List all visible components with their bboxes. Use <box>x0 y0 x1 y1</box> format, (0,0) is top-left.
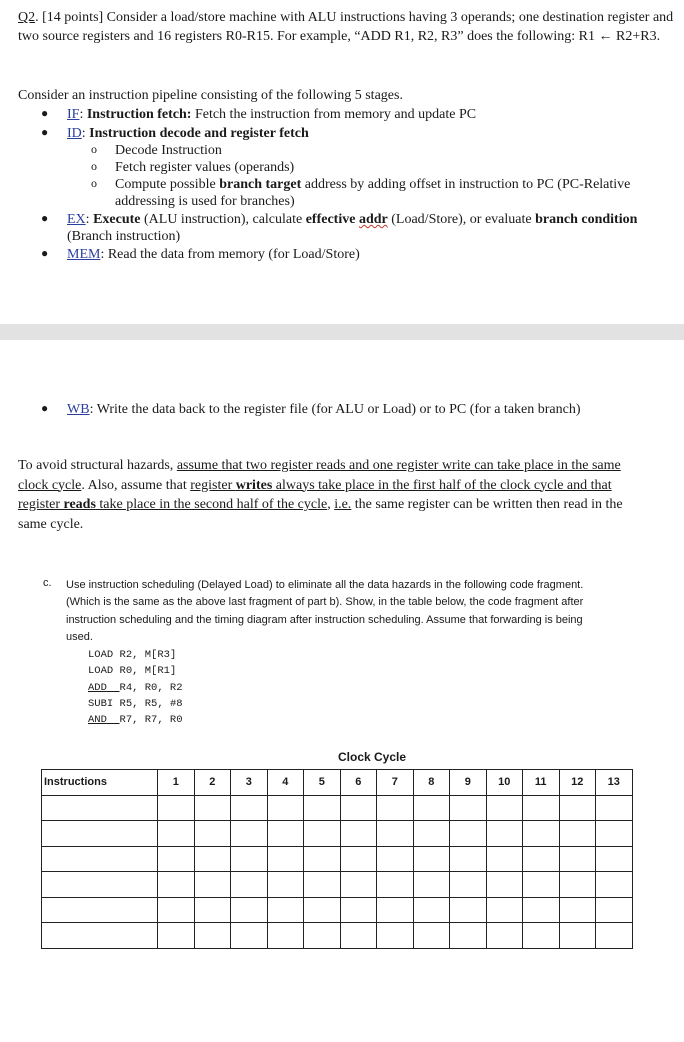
instruction-cell[interactable] <box>42 923 158 949</box>
cycle-cell[interactable] <box>596 821 633 847</box>
cycle-cell[interactable] <box>450 872 487 898</box>
bullet-icon: ● <box>41 211 49 225</box>
table-row <box>42 923 633 949</box>
cycle-cell[interactable] <box>596 846 633 872</box>
cycle-header: 8 <box>413 770 450 796</box>
cycle-cell[interactable] <box>267 872 304 898</box>
table-caption: Clock Cycle <box>338 750 407 764</box>
bullet-icon: ● <box>41 125 49 139</box>
cycle-cell[interactable] <box>304 923 341 949</box>
cycle-cell[interactable] <box>340 821 377 847</box>
sub-bullet-icon: o <box>91 176 97 190</box>
cycle-cell[interactable] <box>340 846 377 872</box>
table-row <box>42 821 633 847</box>
cycle-cell[interactable] <box>559 846 596 872</box>
cycle-cell[interactable] <box>304 821 341 847</box>
cycle-cell[interactable] <box>559 923 596 949</box>
part-c-label: c. <box>43 577 52 589</box>
cycle-cell[interactable] <box>267 923 304 949</box>
cycle-cell[interactable] <box>450 795 487 821</box>
cycle-header: 12 <box>559 770 596 796</box>
cycle-cell[interactable] <box>523 897 560 923</box>
question-number: Q2 <box>18 10 36 25</box>
cycle-cell[interactable] <box>486 821 523 847</box>
cycle-cell[interactable] <box>340 897 377 923</box>
cycle-cell[interactable] <box>486 846 523 872</box>
table-header-row <box>42 770 633 796</box>
bullet-icon: ● <box>41 401 49 415</box>
cycle-cell[interactable] <box>559 821 596 847</box>
cycle-cell[interactable] <box>486 795 523 821</box>
part-c-text: Use instruction scheduling (Delayed Load) to eliminate all the data hazards in the following code fragment. (Which is the same as the above last fragment of part b). Show, in the table below, the code fragment after instruction scheduling and the timing diagram after instruction scheduling. Assume that forwarding is being used. <box>66 579 584 643</box>
cycle-cell[interactable] <box>194 923 231 949</box>
id-sub-2: Fetch register values (operands) <box>115 160 295 175</box>
stage-id-tag: ID <box>67 126 82 141</box>
cycle-cell[interactable] <box>231 795 268 821</box>
cycle-header: 3 <box>231 770 268 796</box>
cycle-cell[interactable] <box>486 897 523 923</box>
sub-bullet-icon: o <box>91 159 97 173</box>
timing-table <box>41 769 633 949</box>
cycle-cell[interactable] <box>523 872 560 898</box>
cycle-header: 9 <box>450 770 487 796</box>
cycle-header: 6 <box>340 770 377 796</box>
pipeline-intro: Consider an instruction pipeline consisting of the following 5 stages. <box>18 88 403 103</box>
cycle-cell[interactable] <box>486 872 523 898</box>
cycle-cell[interactable] <box>231 846 268 872</box>
cycle-cell[interactable] <box>231 821 268 847</box>
cycle-cell[interactable] <box>596 923 633 949</box>
cycle-cell[interactable] <box>596 897 633 923</box>
cycle-cell[interactable] <box>340 872 377 898</box>
cycle-cell[interactable] <box>523 923 560 949</box>
cycle-header: 2 <box>194 770 231 796</box>
cycle-cell[interactable] <box>413 872 450 898</box>
cycle-cell[interactable] <box>340 795 377 821</box>
instruction-cell[interactable] <box>42 846 158 872</box>
cycle-header: 10 <box>486 770 523 796</box>
table-row <box>42 897 633 923</box>
cycle-cell[interactable] <box>267 846 304 872</box>
cycle-cell[interactable] <box>377 872 414 898</box>
cycle-cell[interactable] <box>523 795 560 821</box>
cycle-cell[interactable] <box>267 795 304 821</box>
cycle-header: 11 <box>523 770 560 796</box>
instruction-cell[interactable] <box>42 872 158 898</box>
cycle-cell[interactable] <box>523 846 560 872</box>
code-fragment <box>88 647 183 728</box>
instruction-cell[interactable] <box>42 795 158 821</box>
question-intro <box>18 8 684 46</box>
stage-ex-line2: (Branch instruction) <box>67 229 181 244</box>
cycle-cell[interactable] <box>377 821 414 847</box>
cycle-cell[interactable] <box>559 872 596 898</box>
cycle-cell[interactable] <box>559 795 596 821</box>
stage-if: IF: Instruction fetch: Fetch the instruction from memory and update PC <box>67 107 477 122</box>
code-line: AND R7, R7, R0 <box>88 714 183 727</box>
id-sub-1: Decode Instruction <box>115 143 222 158</box>
cycle-cell[interactable] <box>194 897 231 923</box>
bullet-icon: ● <box>41 246 49 260</box>
cycle-cell[interactable] <box>596 795 633 821</box>
cycle-cell[interactable] <box>158 923 195 949</box>
cycle-header: 1 <box>158 770 195 796</box>
stage-ex: EX: Execute (ALU instruction), calculate effective addr (Load/Store), or evaluate branch condition <box>67 212 638 227</box>
page-break-divider <box>0 324 684 340</box>
cycle-cell[interactable] <box>158 897 195 923</box>
cycle-cell[interactable] <box>158 846 195 872</box>
instruction-cell[interactable] <box>42 897 158 923</box>
question-text: . [14 points] Consider a load/store machine with ALU instructions having 3 operands; one destination register and two source registers and 16 registers R0-R15. For example, “ADD R1, R2, R3” does the following: R1 ← R2+R3. <box>18 10 674 44</box>
cycle-cell[interactable] <box>450 821 487 847</box>
cycle-cell[interactable] <box>304 897 341 923</box>
cycle-cell[interactable] <box>413 923 450 949</box>
cycle-cell[interactable] <box>413 795 450 821</box>
cycle-cell[interactable] <box>304 795 341 821</box>
cycle-cell[interactable] <box>231 923 268 949</box>
cycle-cell[interactable] <box>523 821 560 847</box>
cycle-header: 13 <box>596 770 633 796</box>
cycle-cell[interactable] <box>450 897 487 923</box>
table-row <box>42 795 633 821</box>
cycle-header: 4 <box>267 770 304 796</box>
table-row <box>42 846 633 872</box>
stage-id: ID: Instruction decode and register fetch <box>67 126 309 141</box>
cycle-cell[interactable] <box>450 846 487 872</box>
code-line: ADD R4, R0, R2 <box>88 681 183 694</box>
cycle-cell[interactable] <box>413 846 450 872</box>
stage-if-tag: IF <box>67 107 80 122</box>
sub-bullet-icon: o <box>91 142 97 156</box>
cycle-cell[interactable] <box>304 872 341 898</box>
cycle-cell[interactable] <box>377 846 414 872</box>
id-sub-3-line2: addressing is used for branches) <box>115 194 295 209</box>
stage-wb: WB: Write the data back to the register file (for ALU or Load) or to PC (for a taken branch) <box>67 402 581 417</box>
cycle-header: 7 <box>377 770 414 796</box>
code-line: LOAD R0, M[R1] <box>88 665 177 678</box>
cycle-cell[interactable] <box>559 897 596 923</box>
cycle-cell[interactable] <box>413 821 450 847</box>
hazards-paragraph: To avoid structural hazards, assume that two register reads and one register write can take place in the same clock cycle. Also, assume that register writes always take place in the first half of the clock cycle and that register reads take place in the second half of the cycle, i.e. the same register can be written then read in the same cycle. <box>18 458 623 532</box>
code-line: SUBI R5, R5, #8 <box>88 697 183 710</box>
cycle-header: 5 <box>304 770 341 796</box>
cycle-cell[interactable] <box>486 923 523 949</box>
cycle-cell[interactable] <box>194 872 231 898</box>
cycle-cell[interactable] <box>231 872 268 898</box>
table-header-instructions: Instructions <box>42 770 158 796</box>
cycle-cell[interactable] <box>158 872 195 898</box>
cycle-cell[interactable] <box>194 846 231 872</box>
stage-ex-tag: EX <box>67 212 86 227</box>
cycle-cell[interactable] <box>413 897 450 923</box>
cycle-cell[interactable] <box>158 821 195 847</box>
code-line: LOAD R2, M[R3] <box>88 649 177 661</box>
table-row <box>42 872 633 898</box>
cycle-cell[interactable] <box>377 897 414 923</box>
cycle-cell[interactable] <box>158 795 195 821</box>
cycle-cell[interactable] <box>194 795 231 821</box>
cycle-cell[interactable] <box>194 821 231 847</box>
instruction-cell[interactable] <box>42 821 158 847</box>
cycle-cell[interactable] <box>231 897 268 923</box>
stage-wb-tag: WB <box>67 402 90 417</box>
cycle-cell[interactable] <box>596 872 633 898</box>
cycle-cell[interactable] <box>377 923 414 949</box>
cycle-cell[interactable] <box>267 821 304 847</box>
cycle-cell[interactable] <box>267 897 304 923</box>
stage-mem-tag: MEM <box>67 247 101 262</box>
cycle-cell[interactable] <box>377 795 414 821</box>
cycle-cell[interactable] <box>450 923 487 949</box>
cycle-cell[interactable] <box>304 846 341 872</box>
bullet-icon: ● <box>41 106 49 120</box>
stage-mem: MEM: Read the data from memory (for Load/Store) <box>67 247 360 262</box>
cycle-cell[interactable] <box>340 923 377 949</box>
id-sub-3: Compute possible branch target address by adding offset in instruction to PC (PC-Relative <box>115 177 631 192</box>
